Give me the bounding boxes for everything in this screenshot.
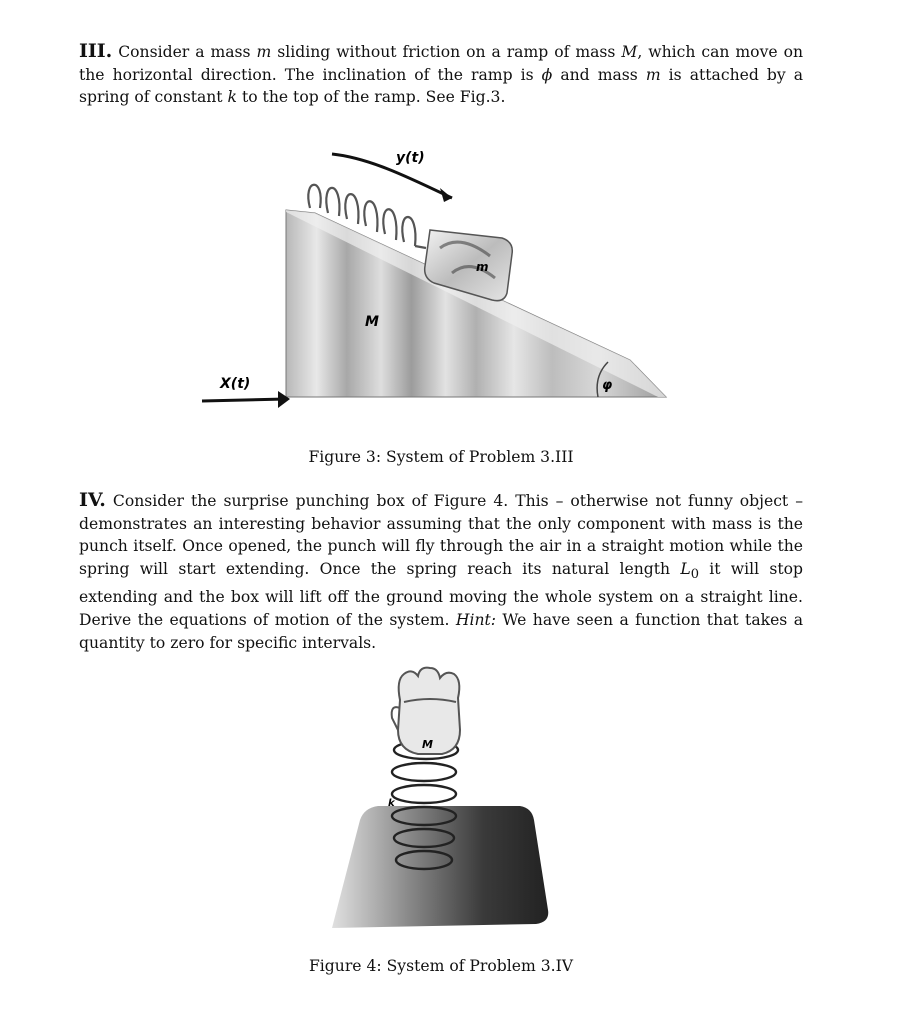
math-var: L [680, 559, 691, 578]
problem-3-text [79, 40, 803, 109]
figure-4-punch-box-diagram [320, 660, 560, 940]
label-M: M [365, 314, 379, 330]
text-run: Consider a mass [112, 43, 257, 61]
text-run: sliding without friction on a ramp of mass [271, 43, 622, 61]
math-subscript: 0 [690, 566, 699, 582]
text-run: and mass [552, 65, 646, 84]
text-run: Consider the surprise punching box of Figure 4. This – otherwise not funny object – demonstrates an interesting behavior assuming that the only component with mass is the punch itself. Once opened, the punch will fly through the air in a straight motion while the spring will start extending. Once the spring reach its natural length [79, 492, 803, 578]
label-M: M [422, 738, 433, 751]
math-var: k [227, 88, 237, 107]
y-arrow [332, 154, 452, 198]
label-m: m [476, 260, 489, 274]
text-run: is attached by a spring of constant [79, 65, 803, 107]
label-k: k [388, 798, 395, 809]
label-x-t: X(t) [220, 376, 251, 392]
hint-label: Hint: [455, 611, 497, 630]
text-run: to the top of the ramp. See Fig.3. [236, 88, 506, 107]
x-arrow [202, 399, 286, 401]
text-run: We have seen a function that takes a quantity to zero for specific intervals. [79, 611, 803, 652]
math-var: m [256, 43, 272, 61]
math-var: m [645, 65, 661, 84]
math-var: M [621, 43, 638, 61]
y-arrow-head [440, 188, 452, 202]
figure-3-ramp-diagram [190, 138, 680, 423]
figure-4-caption: Figure 4: System of Problem 3.IV [308, 957, 574, 975]
label-phi: φ [602, 378, 613, 393]
figure-3-caption: Figure 3: System of Problem 3.III [308, 448, 574, 466]
problem-4-text [79, 489, 803, 654]
problem-3-label: III. [79, 40, 113, 62]
math-var: ϕ [541, 65, 553, 84]
text-run: , which can move on the horizontal direction. The inclination of the ramp is [79, 43, 803, 84]
problem-4-label: IV. [79, 489, 106, 511]
text-run: it will stop extending and the box will lift off the ground moving the whole system on a straight line. Derive the equations of motion of the system. [79, 559, 803, 630]
label-y-t: y(t) [396, 150, 425, 166]
